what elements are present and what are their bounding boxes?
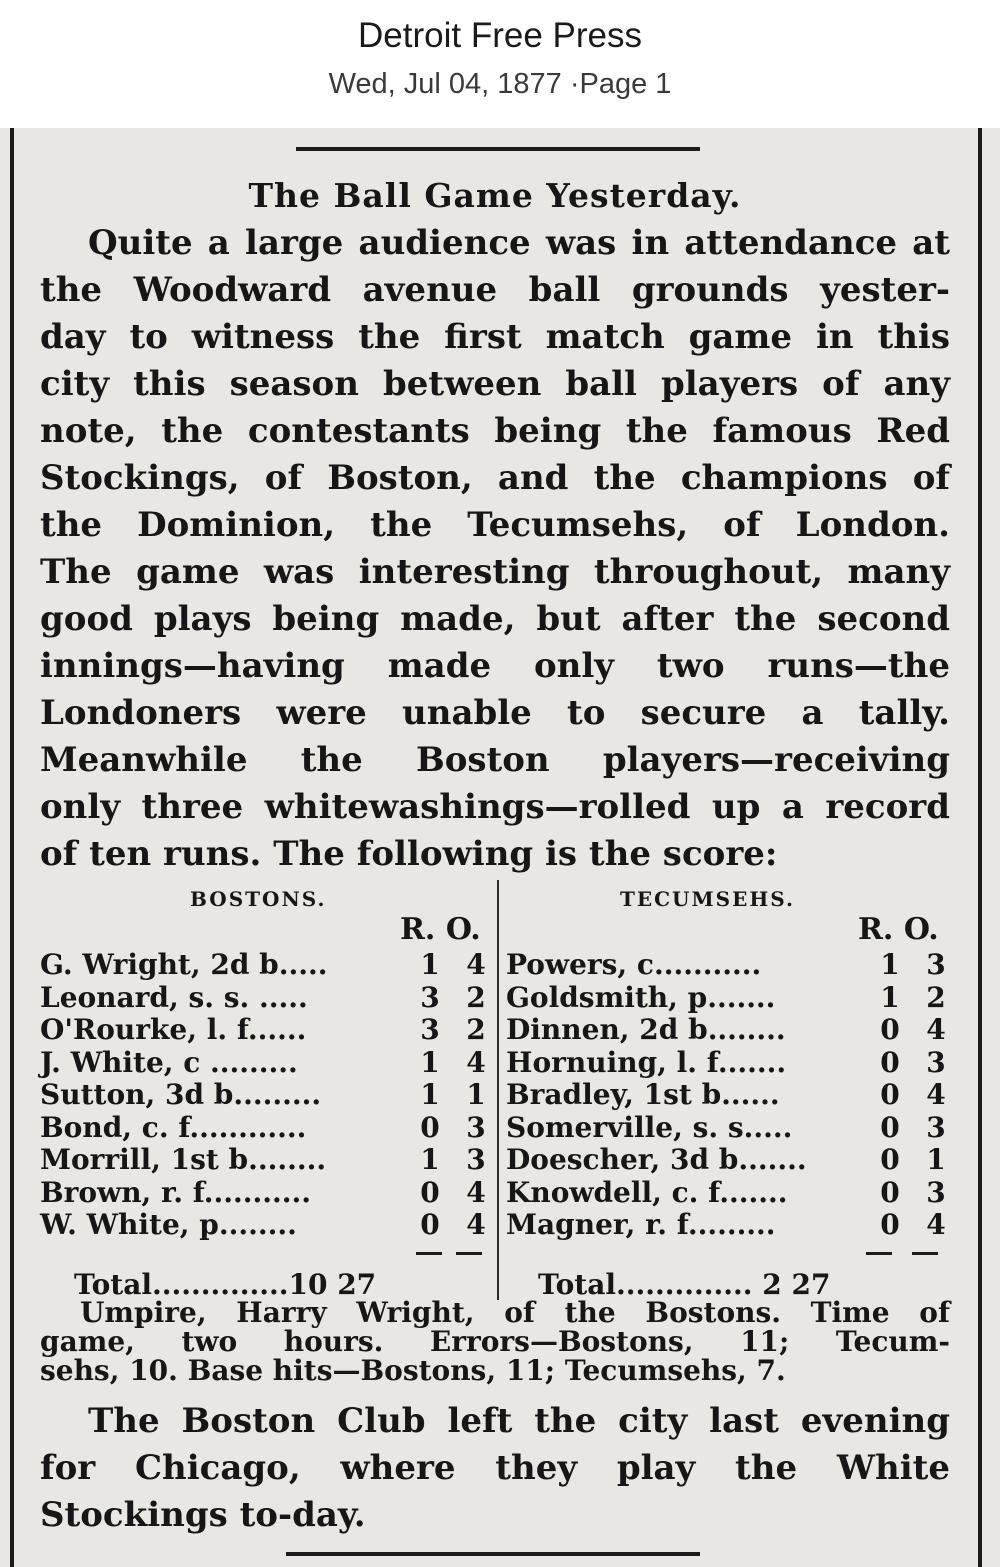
- runs-value: 3: [420, 1013, 440, 1046]
- outs-value: 4: [466, 948, 486, 981]
- outs-value: 3: [926, 1175, 946, 1209]
- closing-paragraph: [40, 1398, 950, 1539]
- outs-value: 2: [466, 980, 486, 1014]
- text-line: Meanwhile the Boston players—receiving: [40, 740, 950, 780]
- player-name: Hornuing, l. f.......: [506, 1045, 787, 1079]
- tecumsehs-player-row: [506, 1110, 956, 1144]
- runs-value: 1: [880, 980, 900, 1014]
- total-rule: [416, 1252, 442, 1255]
- outs-value: 4: [466, 1208, 486, 1241]
- player-name: Knowdell, c. f.......: [506, 1175, 788, 1209]
- player-name: Goldsmith, p.......: [506, 980, 776, 1014]
- player-name: W. White, p........: [40, 1208, 297, 1241]
- player-name: Bond, c. f............: [40, 1110, 307, 1144]
- column-rule-right: [978, 128, 982, 1567]
- text-line: Umpire, Harry Wright, of the Bostons. Time of: [80, 1296, 950, 1329]
- player-name: Sutton, 3d b.........: [40, 1078, 322, 1111]
- player-name: O'Rourke, l. f......: [40, 1013, 307, 1046]
- player-name: Doescher, 3d b.......: [506, 1143, 807, 1176]
- tecumsehs-player-row: [506, 1015, 956, 1045]
- bostons-header: BOSTONS.: [190, 887, 327, 911]
- outs-value: 4: [466, 1045, 486, 1079]
- outs-value: 3: [926, 1110, 946, 1144]
- game-summary: [40, 1298, 950, 1385]
- text-line: Stockings to-day.: [40, 1495, 366, 1535]
- text-line: innings—having made only two runs—the: [40, 646, 950, 686]
- runs-value: 0: [880, 1175, 900, 1209]
- outs-value: 3: [466, 1143, 486, 1176]
- player-name: Magner, r. f.........: [506, 1208, 776, 1241]
- bostons-total: Total..............10 27: [74, 1268, 377, 1301]
- text-line: good plays being made, but after the second: [40, 599, 950, 639]
- bostons-player-row: [40, 1145, 495, 1175]
- runs-value: 1: [420, 1143, 440, 1176]
- total-rule: [456, 1252, 482, 1255]
- player-name: Powers, c...........: [506, 948, 762, 981]
- bostons-player-row: [40, 1210, 495, 1240]
- bostons-player-row: [40, 1080, 495, 1110]
- runs-value: 0: [880, 1110, 900, 1144]
- outs-value: 3: [926, 948, 946, 981]
- runs-value: 3: [420, 980, 440, 1014]
- tecumsehs-player-row: [506, 1045, 956, 1079]
- tecumsehs-player-row: [506, 1145, 956, 1175]
- text-line: of ten runs. The following is the score:: [40, 834, 778, 874]
- runs-value: 0: [880, 1208, 900, 1241]
- tecumsehs-ro-label: R. O.: [858, 912, 939, 947]
- player-name: Somerville, s. s.....: [506, 1110, 793, 1144]
- text-line: for Chicago, where they play the White: [40, 1448, 950, 1488]
- box-score-divider: [497, 880, 499, 1300]
- article-headline: The Ball Game Yesterday.: [248, 176, 742, 215]
- text-line: The game was interesting throughout, many: [40, 552, 950, 592]
- bostons-ro-label: R. O.: [400, 912, 481, 947]
- tecumsehs-player-row: [506, 950, 956, 980]
- runs-value: 1: [880, 948, 900, 981]
- top-separator: [296, 147, 700, 151]
- runs-value: 0: [880, 1013, 900, 1046]
- outs-value: 1: [926, 1143, 946, 1176]
- bostons-player-row: [40, 1045, 495, 1079]
- bostons-player-row: [40, 1110, 495, 1144]
- article-paragraph-1: [40, 220, 950, 878]
- outs-value: 1: [466, 1078, 486, 1111]
- bostons-player-row: [40, 980, 495, 1014]
- tecumsehs-header: TECUMSEHS.: [620, 887, 795, 911]
- player-name: J. White, c .........: [40, 1045, 298, 1079]
- outs-value: 2: [926, 980, 946, 1014]
- bostons-player-row: [40, 1175, 495, 1209]
- text-line: only three whitewashings—rolled up a record: [40, 787, 950, 827]
- text-line: note, the contestants being the famous Red: [40, 411, 950, 451]
- runs-value: 0: [880, 1045, 900, 1079]
- text-line: day to witness the first match game in this: [40, 317, 950, 357]
- runs-value: 1: [420, 1078, 440, 1111]
- text-line: the Woodward avenue ball grounds yester-: [40, 270, 950, 310]
- column-rule-left: [10, 128, 14, 1567]
- outs-value: 3: [926, 1045, 946, 1079]
- runs-value: 0: [420, 1110, 440, 1144]
- runs-value: 0: [880, 1078, 900, 1111]
- bostons-player-row: [40, 950, 495, 980]
- tecumsehs-player-row: [506, 1080, 956, 1110]
- publication-date-page: Wed, Jul 04, 1877 ·Page 1: [328, 68, 672, 100]
- tecumsehs-total: Total.............. 2 27: [538, 1268, 831, 1301]
- runs-value: 1: [420, 948, 440, 981]
- player-name: Morrill, 1st b........: [40, 1143, 327, 1176]
- text-line: game, two hours. Errors—Bostons, 11; Tecum-: [40, 1325, 950, 1358]
- publication-name: Detroit Free Press: [358, 16, 642, 55]
- runs-value: 1: [420, 1045, 440, 1079]
- text-line: city this season between ball players of any: [40, 364, 950, 404]
- text-line: sehs, 10. Base hits—Bostons, 11; Tecumsehs, 7.: [40, 1354, 786, 1387]
- clipping-header: [0, 0, 1000, 128]
- runs-value: 0: [420, 1175, 440, 1209]
- text-line: Londoners were unable to secure a tally.: [40, 693, 950, 733]
- text-line: The Boston Club left the city last evening: [88, 1401, 950, 1441]
- outs-value: 2: [466, 1013, 486, 1046]
- text-line: Stockings, of Boston, and the champions of: [40, 458, 950, 498]
- bostons-player-row: [40, 1015, 495, 1045]
- outs-value: 4: [466, 1175, 486, 1209]
- tecumsehs-player-row: [506, 1175, 956, 1209]
- outs-value: 4: [926, 1078, 946, 1111]
- text-line: Quite a large audience was in attendance at: [88, 223, 950, 263]
- outs-value: 4: [926, 1013, 946, 1046]
- runs-value: 0: [880, 1143, 900, 1176]
- bottom-separator: [286, 1552, 700, 1556]
- player-name: Brown, r. f...........: [40, 1175, 312, 1209]
- outs-value: 3: [466, 1110, 486, 1144]
- tecumsehs-player-row: [506, 980, 956, 1014]
- player-name: Leonard, s. s. .....: [40, 980, 308, 1014]
- tecumsehs-player-row: [506, 1210, 956, 1240]
- runs-value: 0: [420, 1208, 440, 1241]
- text-line: the Dominion, the Tecumsehs, of London.: [40, 505, 950, 545]
- player-name: Dinnen, 2d b........: [506, 1013, 786, 1046]
- total-rule: [866, 1252, 892, 1255]
- player-name: Bradley, 1st b......: [506, 1078, 780, 1111]
- outs-value: 4: [926, 1208, 946, 1241]
- total-rule: [912, 1252, 938, 1255]
- player-name: G. Wright, 2d b.....: [40, 948, 328, 981]
